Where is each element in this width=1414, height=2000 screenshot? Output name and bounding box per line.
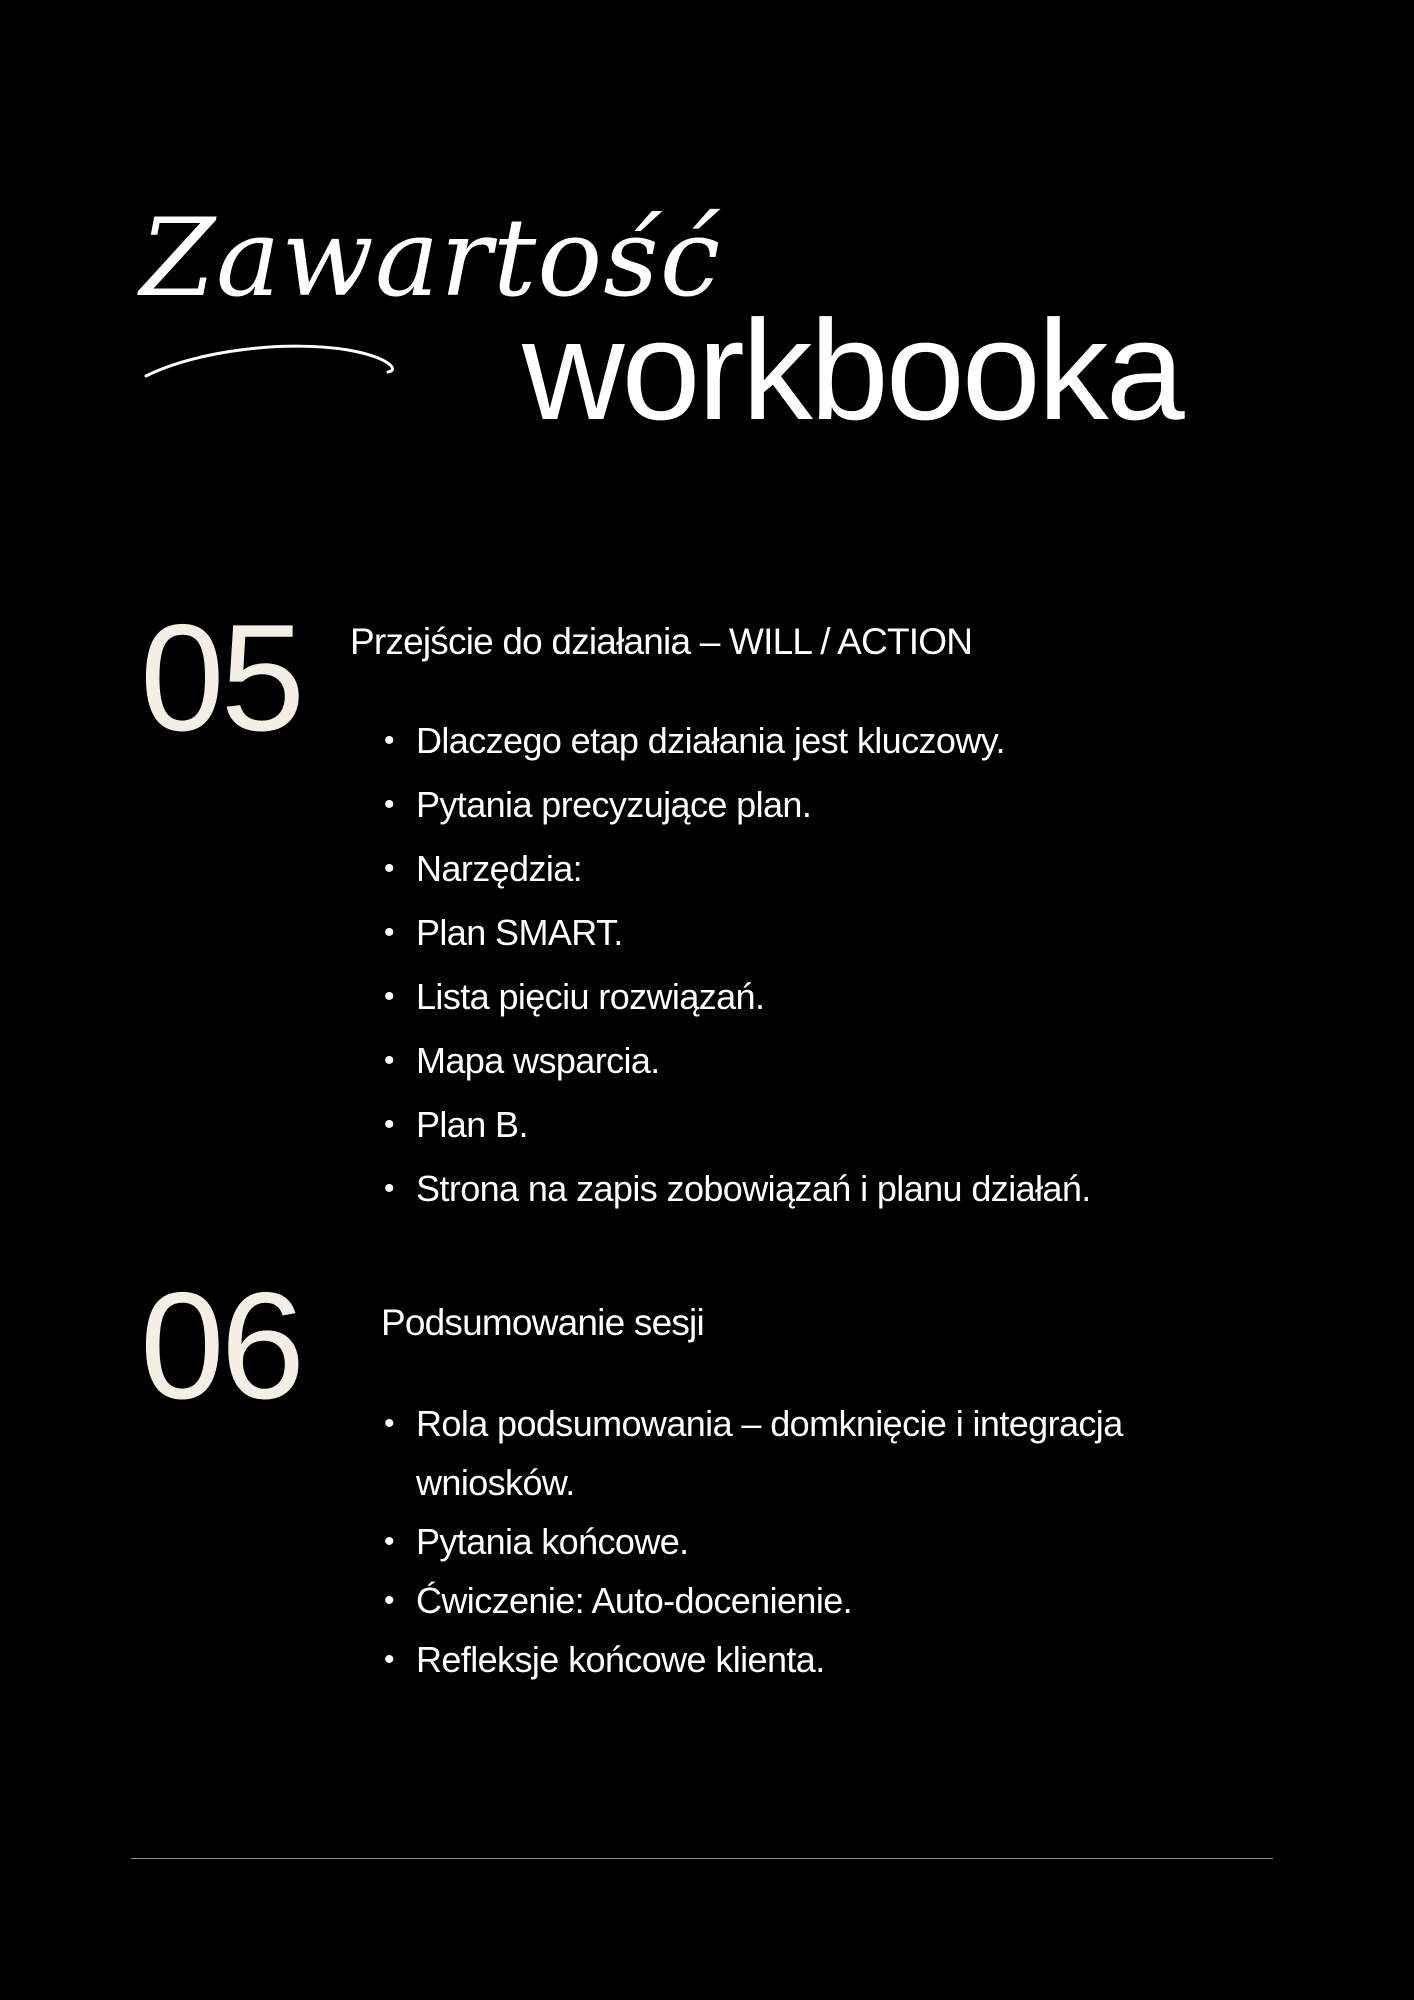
bullet-icon: •	[384, 980, 394, 1013]
list-item	[384, 965, 1244, 1029]
bullet-icon: •	[384, 1044, 394, 1077]
list-item-text: Plan SMART.	[416, 912, 623, 953]
footer-divider	[131, 1858, 1273, 1859]
bullet-icon: •	[384, 1407, 394, 1440]
bullet-icon: •	[384, 788, 394, 821]
list-item	[384, 773, 1244, 837]
title-flourish-icon	[138, 220, 558, 390]
bullet-icon: •	[384, 1108, 394, 1141]
list-item-text: Pytania precyzujące plan.	[416, 784, 812, 825]
list-item-text: Mapa wsparcia.	[416, 1040, 660, 1081]
section-number: 06	[140, 1261, 302, 1431]
bullet-icon: •	[384, 1525, 394, 1558]
script-title: Zawartość	[140, 196, 722, 321]
list-item-text: Plan B.	[416, 1104, 528, 1145]
list-item-text: Rola podsumowania – domknięcie i integracja wniosków.	[416, 1403, 1123, 1503]
bullet-icon: •	[384, 1172, 394, 1205]
list-item	[384, 901, 1244, 965]
list-item	[384, 709, 1244, 773]
list-item-text: Lista pięciu rozwiązań.	[416, 976, 765, 1017]
list-item	[384, 1029, 1244, 1093]
list-item	[384, 1630, 1224, 1689]
bullet-icon: •	[384, 852, 394, 885]
bullet-icon: •	[384, 916, 394, 949]
bullet-icon: •	[384, 1643, 394, 1676]
list-item-text: Strona na zapis zobowiązań i planu działań.	[416, 1168, 1091, 1209]
bullet-icon: •	[384, 724, 394, 757]
section-bullet-list	[384, 709, 1244, 1221]
list-item-text: Ćwiczenie: Auto-docenienie.	[416, 1580, 853, 1621]
list-item	[384, 1571, 1224, 1630]
list-item-text: Narzędzia:	[416, 848, 583, 889]
list-item-text: Dlaczego etap działania jest kluczowy.	[416, 720, 1005, 761]
list-item-text: Pytania końcowe.	[416, 1521, 689, 1562]
list-item	[384, 1394, 1224, 1512]
list-item	[384, 1157, 1244, 1221]
main-title: workbooka	[522, 291, 1182, 450]
section-number: 05	[140, 593, 302, 763]
list-item	[384, 1512, 1224, 1571]
section-heading: Podsumowanie sesji	[381, 1302, 704, 1343]
list-item	[384, 837, 1244, 901]
section-bullet-list	[384, 1394, 1224, 1689]
list-item	[384, 1093, 1244, 1157]
section-heading: Przejście do działania – WILL / ACTION	[350, 621, 973, 662]
bullet-icon: •	[384, 1584, 394, 1617]
list-item-text: Refleksje końcowe klienta.	[416, 1639, 825, 1680]
